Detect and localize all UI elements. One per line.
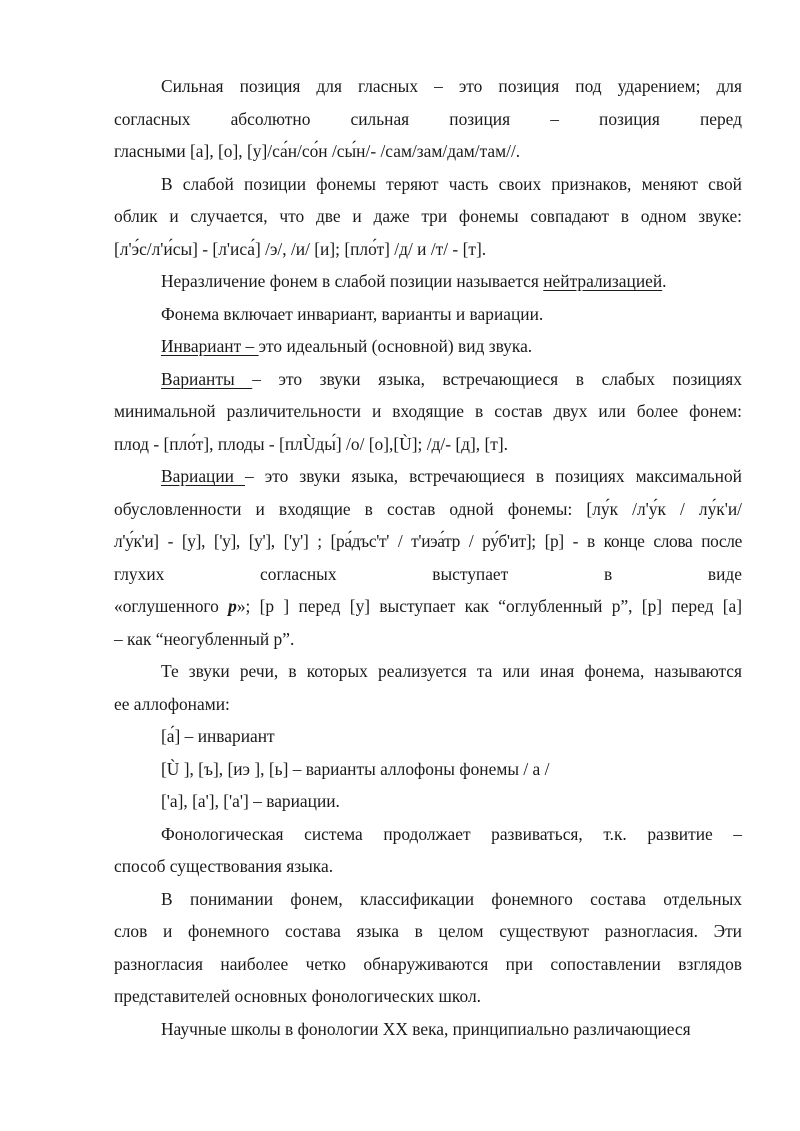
paragraph-scientific-schools: Научные школы в фонологии XX века, принципиально различающиеся [161,1018,691,1039]
text-line: представителей основных фонологических школ. [114,986,481,1006]
text-span: «оглушенного [114,596,229,616]
text-line: глухих согласных выступает в виде [114,563,742,584]
definition-text: это идеальный (основной) вид звука. [258,336,533,356]
paragraph-variations [114,460,742,655]
paragraph-text: Неразличение фонем в слабой позиции называется [161,271,544,291]
paragraph-text-end: . [662,271,667,291]
text-line: Сильная позиция для гласных – это позиция под ударением; для [161,76,742,96]
text-span: »; [р ] перед [у] выступает как “оглубленный р”, [р] перед [а] [236,596,742,616]
paragraph-phonological-system [114,818,742,883]
text-line: гласными [а], [о], [у]/са́н/со́н /сы́н/- /сам/зам/дам/там//. [114,141,521,161]
text-line [114,590,742,623]
paragraph-variants [114,363,742,461]
bold-italic-r: р [228,596,237,616]
text-line: л'у́к'и] - [у], ['у], [у'], ['у'] ; [ра́дъс'т' / т'иэа́тр / ру́б'ит]; [р] - в конце слова после [114,531,742,551]
text-line [114,363,742,396]
text-line [114,460,742,493]
term-variations: Вариации [161,466,246,486]
paragraph-allophones [114,655,742,720]
paragraph-strong-position [114,70,742,168]
paragraph-neutralization [114,265,742,298]
text-line: обусловленности и входящие в состав одной фонемы: [лу́к /л'у́к / лу́к'и/ [114,498,742,519]
term-neutralization: нейтрализацией [543,271,663,291]
definition-text: – это звуки языка, встречающиеся в позициях максимальной [245,466,742,486]
list-item-invariant: [а́] – инвариант [161,726,275,746]
text-line: Фонологическая система продолжает развиваться, т.к. развитие – [161,823,742,844]
paragraph-disagreements [114,883,742,1013]
definition-text: – это звуки языка, встречающиеся в слабых позициях [252,368,742,389]
list-item-variants: [Ù ], [ъ], [иэ ], [ь] – варианты аллофоны фонемы / а / [161,758,550,779]
text-line: согласных абсолютно сильная позиция – позиция перед [114,108,742,129]
text-line: минимальной различительности и входящие в состав двух или более фонем: [114,401,742,421]
text-line: [л'э́с/л'и́сы] - [л'иса́] /э/, /и/ [и]; [пло́т] /д/ и /т/ - [т]. [114,238,487,259]
text-line: способ существования языка. [114,856,334,876]
paragraph-invariant [114,330,742,363]
text-line: Те звуки речи, в которых реализуется та или иная фонема, называются [161,661,742,681]
text-line: разногласия наиболее четко обнаруживаются при сопоставлении взглядов [114,953,742,974]
list-item-variations: ['а], [а'], ['а'] – вариации. [161,791,340,811]
paragraph-phoneme-includes: Фонема включает инвариант, варианты и вариации. [161,303,544,324]
text-line: ее аллофонами: [114,693,230,714]
text-line: В понимании фонем, классификации фонемного состава отдельных [161,888,742,909]
text-line: плод - [пло́т], плоды - [плÙды́] /о/ [о],[Ù]; /д/- [д], [т]. [114,433,509,454]
paragraph-weak-position [114,168,742,266]
text-line: – как “неогубленный р”. [114,628,295,649]
term-variants: Варианты [161,368,253,389]
term-invariant: Инвариант – [161,336,259,356]
text-line: облик и случается, что две и даже три фонемы совпадают в одном звуке: [114,206,742,226]
text-line: В слабой позиции фонемы теряют часть своих признаков, меняют свой [161,173,742,194]
text-line: слов и фонемного состава языка в целом существуют разногласия. Эти [114,921,742,941]
